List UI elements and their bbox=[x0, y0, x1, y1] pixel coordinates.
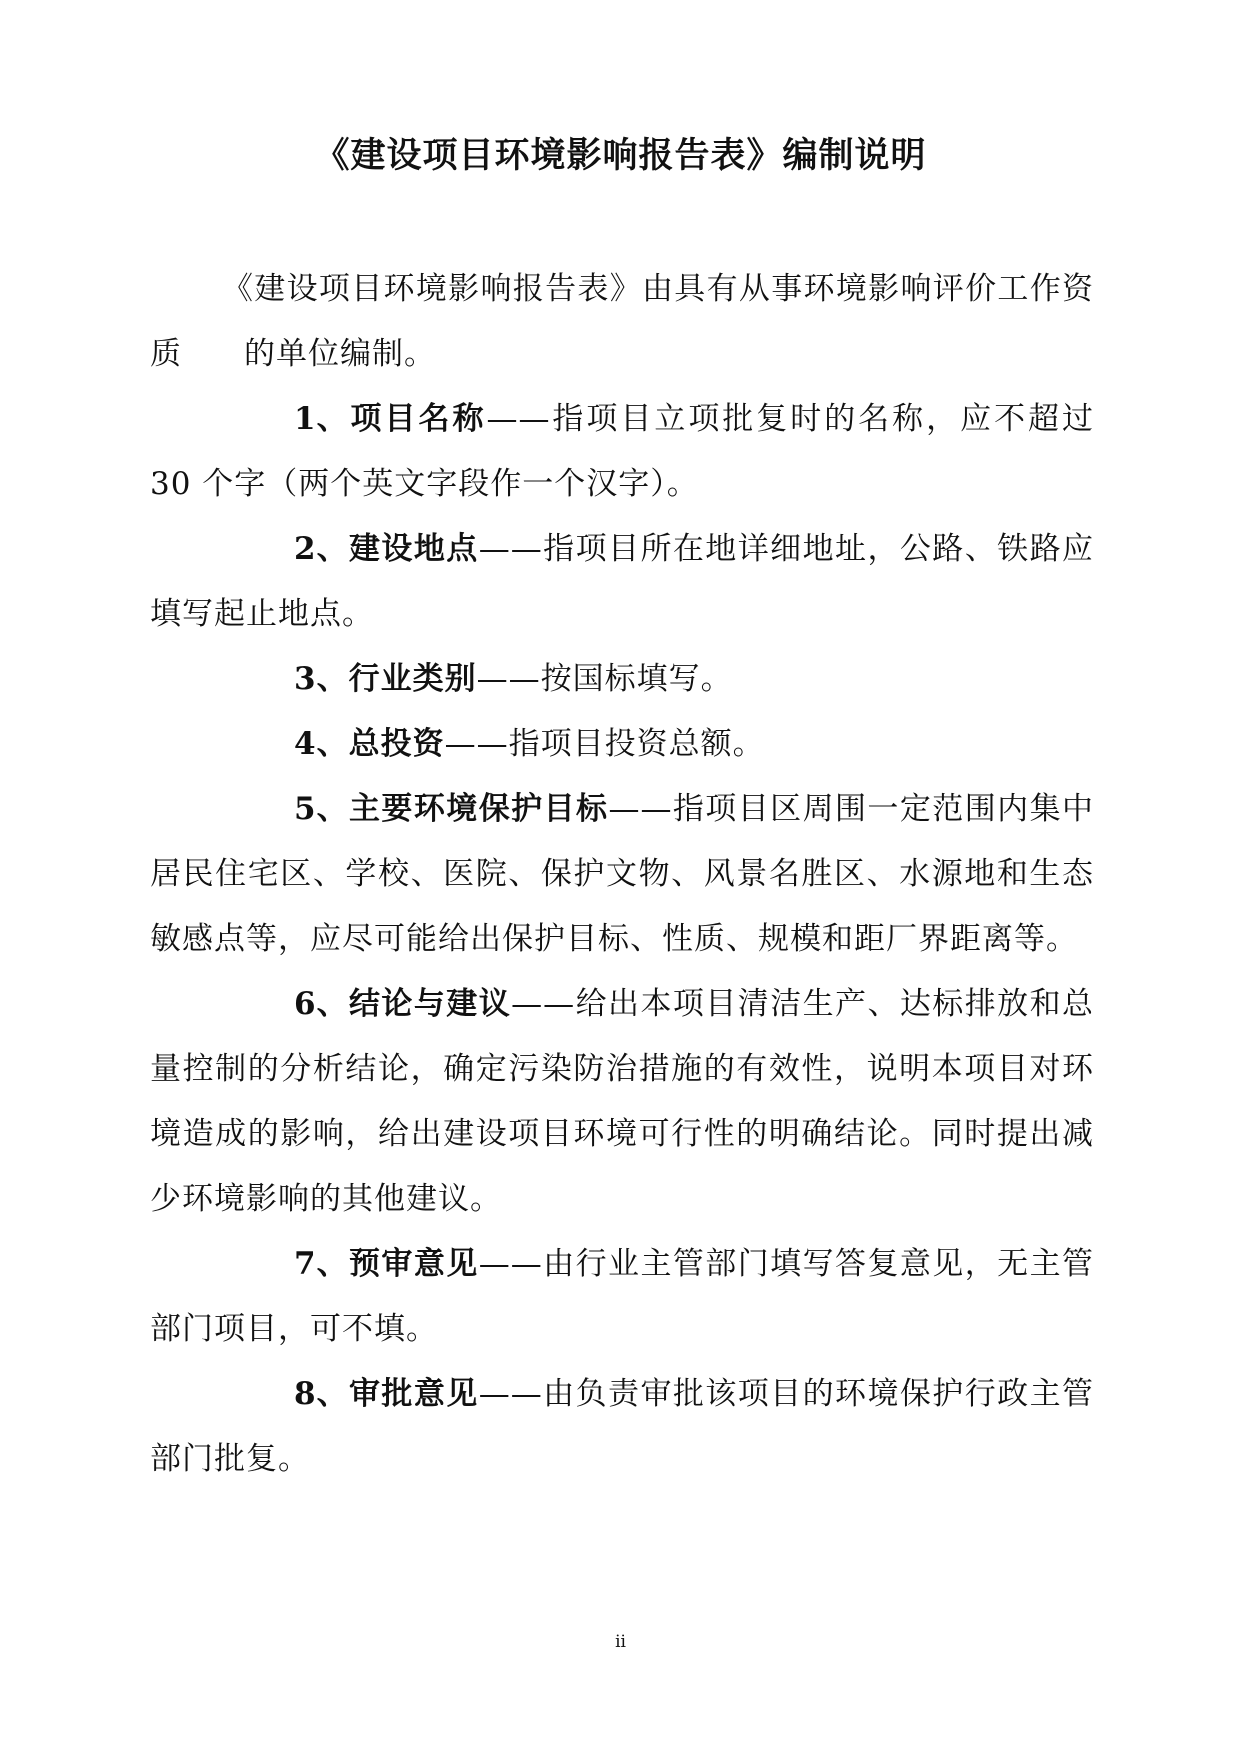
item-description: ——指项目所在地详细地址，公路、铁路应填写起止地点。 bbox=[150, 531, 1095, 632]
item-description: ——指项目投资总额。 bbox=[444, 726, 765, 762]
item-term: 预审意见 bbox=[348, 1246, 479, 1282]
item-number: 6、 bbox=[294, 986, 349, 1022]
item-description: ——由行业主管部门填写答复意见，无主管部门项目，可不填。 bbox=[150, 1246, 1095, 1347]
item-description: ——给出本项目清洁生产、达标排放和总量控制的分析结论，确定污染防治措施的有效性，说明本项目对环境造成的影响，给出建设项目环境可行性的明确结论。同时提出减少环境影响的其他建议。 bbox=[150, 986, 1095, 1217]
item-number: 5、 bbox=[294, 791, 349, 827]
item-number: 7、 bbox=[294, 1246, 349, 1282]
item-term: 行业类别 bbox=[348, 661, 477, 697]
item-term: 结论与建议 bbox=[348, 986, 512, 1022]
item-paragraph bbox=[150, 972, 1094, 1232]
item-description: ——指项目立项批复时的名称，应不超过 30 个字（两个英文字段作一个汉字）。 bbox=[150, 401, 1095, 502]
page-number: ii bbox=[615, 1632, 626, 1652]
document-body bbox=[150, 257, 1094, 1492]
document-title: 《建设项目环境影响报告表》编制说明 bbox=[314, 136, 927, 176]
item-term: 建设地点 bbox=[348, 531, 479, 567]
item-term: 总投资 bbox=[348, 726, 445, 762]
item-paragraph bbox=[150, 712, 1094, 777]
item-number: 1、 bbox=[294, 401, 349, 437]
item-number: 8、 bbox=[294, 1376, 349, 1412]
item-number: 2、 bbox=[294, 531, 349, 567]
intro-paragraph bbox=[150, 257, 1094, 387]
item-paragraph bbox=[150, 387, 1094, 517]
item-paragraph bbox=[150, 1232, 1094, 1362]
item-description: ——指项目区周围一定范围内集中居民住宅区、学校、医院、保护文物、风景名胜区、水源地和生态敏感点等，应尽可能给出保护目标、性质、规模和距厂界距离等。 bbox=[150, 791, 1095, 957]
item-number: 3、 bbox=[294, 661, 349, 697]
item-paragraph bbox=[150, 1362, 1094, 1492]
item-number: 4、 bbox=[294, 726, 349, 762]
item-paragraph bbox=[150, 517, 1094, 647]
item-paragraph bbox=[150, 647, 1094, 712]
intro-text-part1: 《建设项目环境影响报告表》由具有从事环境影响评价工作资质 bbox=[150, 271, 1094, 372]
item-description: ——按国标填写。 bbox=[476, 661, 733, 697]
intro-text-part2: 的单位编制。 bbox=[244, 336, 436, 372]
item-term: 审批意见 bbox=[348, 1376, 479, 1412]
item-term: 主要环境保护目标 bbox=[348, 791, 609, 827]
item-description: ——由负责审批该项目的环境保护行政主管部门批复。 bbox=[150, 1376, 1095, 1477]
item-paragraph bbox=[150, 777, 1094, 972]
item-term: 项目名称 bbox=[348, 401, 487, 437]
